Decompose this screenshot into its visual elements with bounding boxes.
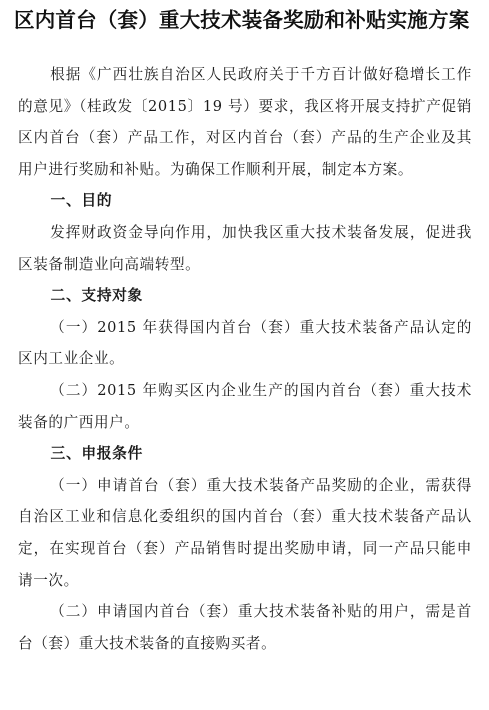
application-condition-paragraph-2: （二）申请国内首台（套）重大技术装备补贴的用户，需是首台（套）重大技术装备的直接购买者。	[18, 603, 472, 652]
application-condition-paragraph-1: （一）申请首台（套）重大技术装备产品奖励的企业，需获得自治区工业和信息化委组织的国内首台（套）重大技术装备产品认定，在实现首台（套）产品销售时提出奖励申请，同一产品只能申请一次。	[18, 476, 472, 589]
section-heading-support-targets: 二、支持对象	[50, 287, 143, 305]
intro-paragraph: 根据《广西壮族自治区人民政府关于千方百计做好稳增长工作的意见》（桂政发〔2015〕19 号）要求，我区将开展支持扩产促销区内首台（套）产品工作，对区内首台（套）产品的生产企业及其用户进行奖励和补贴。为确保工作顺利开展，制定本方案。	[18, 66, 472, 178]
purpose-paragraph: 发挥财政资金导向作用，加快我区重大技术装备发展，促进我区装备制造业向高端转型。	[18, 223, 472, 273]
document-title: 区内首台（套）重大技术装备奖励和补贴实施方案	[14, 8, 470, 32]
support-target-paragraph-1: （一）2015 年获得国内首台（套）重大技术装备产品认定的区内工业企业。	[18, 318, 472, 368]
section-heading-application-conditions: 三、申报条件	[50, 445, 143, 463]
document-body	[18, 59, 472, 659]
support-target-paragraph-2: （二）2015 年购买区内企业生产的国内首台（套）重大技术装备的广西用户。	[18, 381, 472, 431]
section-heading-purpose: 一、目的	[50, 192, 113, 210]
